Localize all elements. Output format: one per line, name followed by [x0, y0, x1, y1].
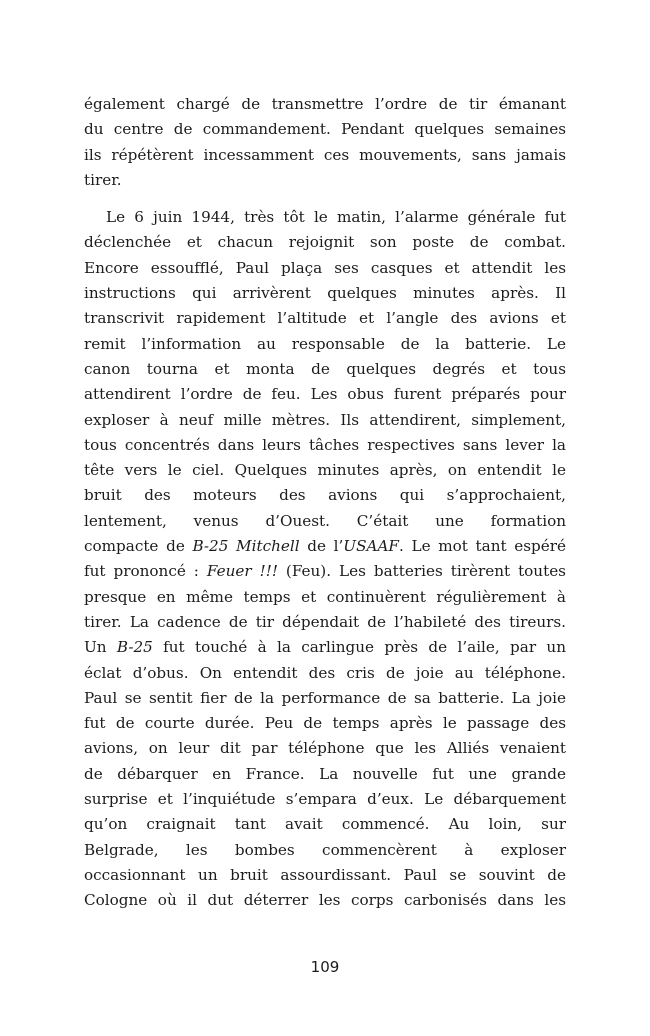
text-line: ils répétèrent incessamment ces mouvements, sans jamais	[84, 145, 566, 164]
text-line: attendirent l’ordre de feu. Les obus furent préparés pour	[84, 385, 566, 404]
text-line: surprise et l’inquiétude s’empara d’eux. Le débarquement	[84, 790, 566, 809]
text-line: canon tourna et monta de quelques degrés et tous	[84, 359, 566, 378]
text-line: également chargé de transmettre l’ordre de tir émanant	[84, 95, 566, 113]
text-line: de débarquer en France. La nouvelle fut une grande	[84, 764, 566, 783]
text-line: éclat d’obus. On entendit des cris de joie au téléphone.	[84, 663, 566, 682]
text-line: qu’on craignait tant avait commencé. Au loin, sur	[84, 815, 566, 834]
text-line: Belgrade, les bombes commencèrent à exploser	[84, 840, 566, 859]
text-run: de l’	[299, 537, 344, 556]
text-line: Le 6 juin 1944, très tôt le matin, l’alarme générale fut	[106, 208, 566, 227]
text-run: (Feu). Les batteries tirèrent toutes	[277, 562, 566, 581]
organization-name: USAAF	[343, 537, 399, 556]
text-line: occasionnant un bruit assourdissant. Paul se souvint de	[84, 865, 566, 884]
page-number: 109	[310, 958, 340, 976]
paragraph-1	[84, 92, 566, 193]
text-line: transcrivit rapidement l’altitude et l’angle des avions et	[84, 309, 566, 328]
text-run: compacte de	[84, 537, 193, 556]
aircraft-name: B-25 Mitchell	[192, 537, 300, 556]
text-line: lentement, venus d’Ouest. C’était une formation	[84, 511, 566, 530]
text-line: tirer.	[84, 170, 122, 189]
text-run: fut prononcé :	[84, 562, 207, 581]
text-line	[84, 635, 566, 660]
body-text	[84, 92, 566, 914]
text-line: bruit des moteurs des avions qui s’approchaient,	[84, 486, 566, 505]
text-line: déclenchée et chacun rejoignit son poste de combat.	[84, 233, 566, 252]
aircraft-name: B-25	[116, 638, 153, 657]
german-command: Feuer !!!	[206, 562, 278, 581]
text-run: . Le mot tant espéré	[398, 537, 566, 556]
text-line: avions, on leur dit par téléphone que les Alliés venaient	[84, 739, 566, 758]
text-line: Paul se sentit fier de la performance de sa batterie. La joie	[84, 688, 566, 707]
text-line: exploser à neuf mille mètres. Ils attendirent, simplement,	[84, 410, 566, 429]
text-line: Cologne où il dut déterrer les corps carbonisés dans les	[84, 891, 566, 910]
text-line: remit l’information au responsable de la batterie. Le	[84, 334, 566, 353]
text-run: fut touché à la carlingue près de l’aile, par un	[152, 638, 566, 657]
text-line: tirer. La cadence de tir dépendait de l’habileté des tireurs.	[84, 612, 566, 631]
text-line: presque en même temps et continuèrent régulièrement à	[84, 587, 566, 606]
paragraph-2	[84, 205, 566, 913]
text-line: Encore essoufflé, Paul plaça ses casques et attendit les	[84, 258, 566, 277]
text-line: instructions qui arrivèrent quelques minutes après. Il	[84, 284, 566, 303]
text-line: tous concentrés dans leurs tâches respectives sans lever la	[84, 435, 566, 454]
paragraph-gap	[84, 193, 566, 205]
text-run: Un	[84, 638, 117, 657]
text-line: tête vers le ciel. Quelques minutes après, on entendit le	[84, 461, 566, 480]
text-line	[84, 559, 566, 584]
text-line	[84, 534, 566, 559]
text-line: fut de courte durée. Peu de temps après le passage des	[84, 714, 566, 733]
text-line: du centre de commandement. Pendant quelques semaines	[84, 120, 566, 139]
